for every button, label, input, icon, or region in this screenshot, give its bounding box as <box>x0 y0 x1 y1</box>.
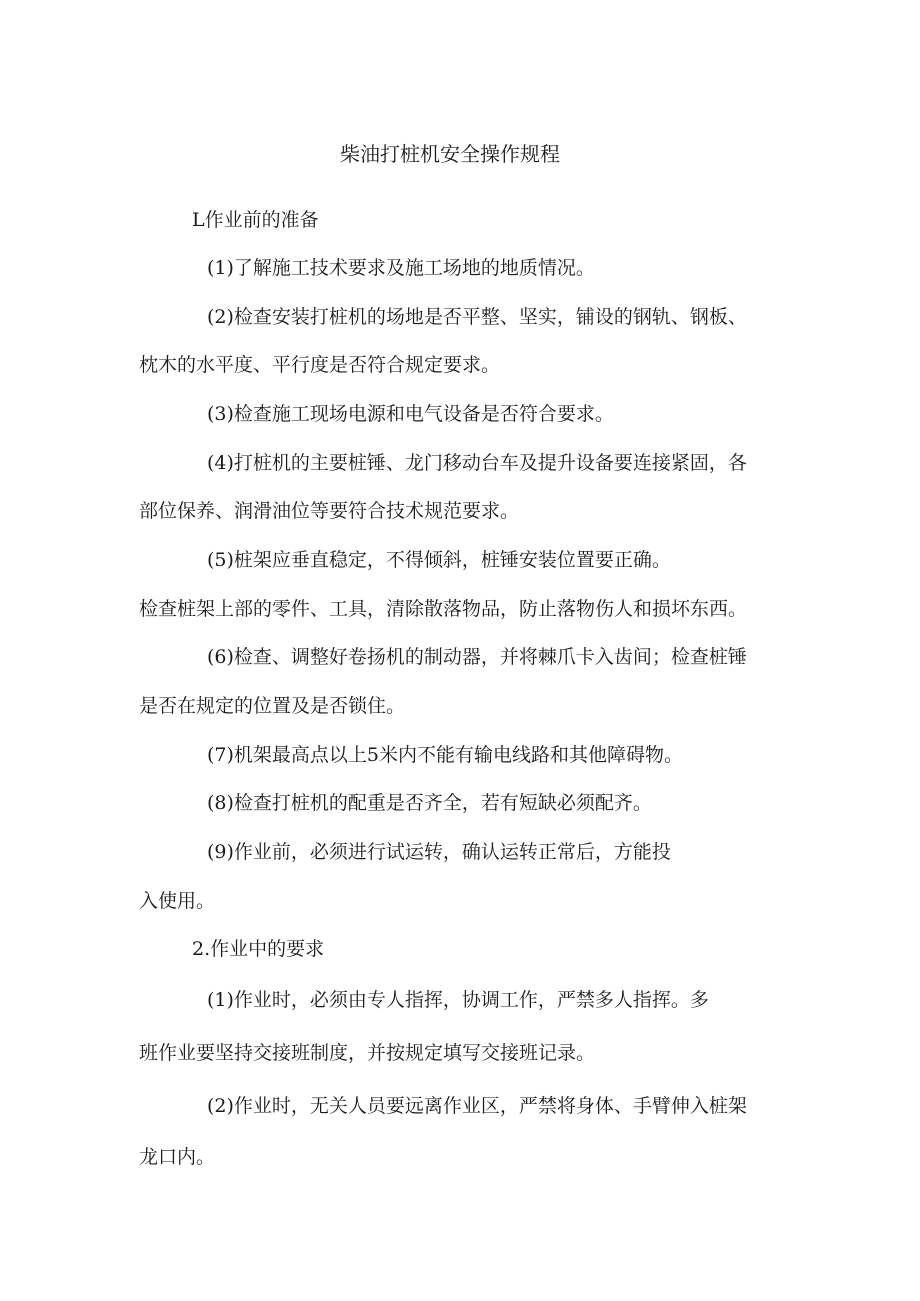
text-line: 是否在规定的位置及是否锁住。 <box>139 695 406 717</box>
text-line: (8)检查打桩机的配重是否齐全，若有短缺必须配齐。 <box>207 792 652 814</box>
text-line: (1)了解施工技术要求及施工场地的地质情况。 <box>207 257 595 279</box>
text-line: (7)机架最高点以上5米内不能有输电线路和其他障碍物。 <box>207 744 684 766</box>
text-line: (1)作业时，必须由专人指挥，协调工作，严禁多人指挥。多 <box>207 989 709 1011</box>
text-line: 入使用。 <box>139 890 216 912</box>
section-heading: 2.作业中的要求 <box>192 938 325 960</box>
text-line: (4)打桩机的主要桩锤、龙门移动台车及提升设备要连接紧固，各 <box>207 452 747 474</box>
text-line: 班作业要坚持交接班制度，并按规定填写交接班记录。 <box>139 1042 596 1064</box>
text-line: (2)作业时，无关人员要远离作业区，严禁将身体、手臂伸入桩架 <box>207 1095 747 1117</box>
text-line: (3)检查施工现场电源和电气设备是否符合要求。 <box>207 403 614 425</box>
text-line: 枕木的水平度、平行度是否符合规定要求。 <box>139 354 501 376</box>
text-line: 部位保养、润滑油位等要符合技术规范要求。 <box>139 500 520 522</box>
text-line: (2)检查安装打桩机的场地是否平整、坚实，铺设的钢轨、钢板、 <box>207 306 747 328</box>
section-heading: L作业前的准备 <box>192 209 319 231</box>
text-line: (6)检查、调整好卷扬机的制动器，并将棘爪卡入齿间；检查桩锤 <box>207 646 747 668</box>
text-line: 检查桩架上部的零件、工具，清除散落物品，防止落物伤人和损坏东西。 <box>139 598 748 620</box>
text-line: 龙口内。 <box>139 1146 216 1168</box>
page-title: 柴油打桩机安全操作规程 <box>340 142 560 166</box>
text-line: (5)桩架应垂直稳定，不得倾斜，桩锤安装位置要正确。 <box>207 549 671 571</box>
text-line: (9)作业前，必须进行试运转，确认运转正常后，方能投 <box>207 841 671 863</box>
